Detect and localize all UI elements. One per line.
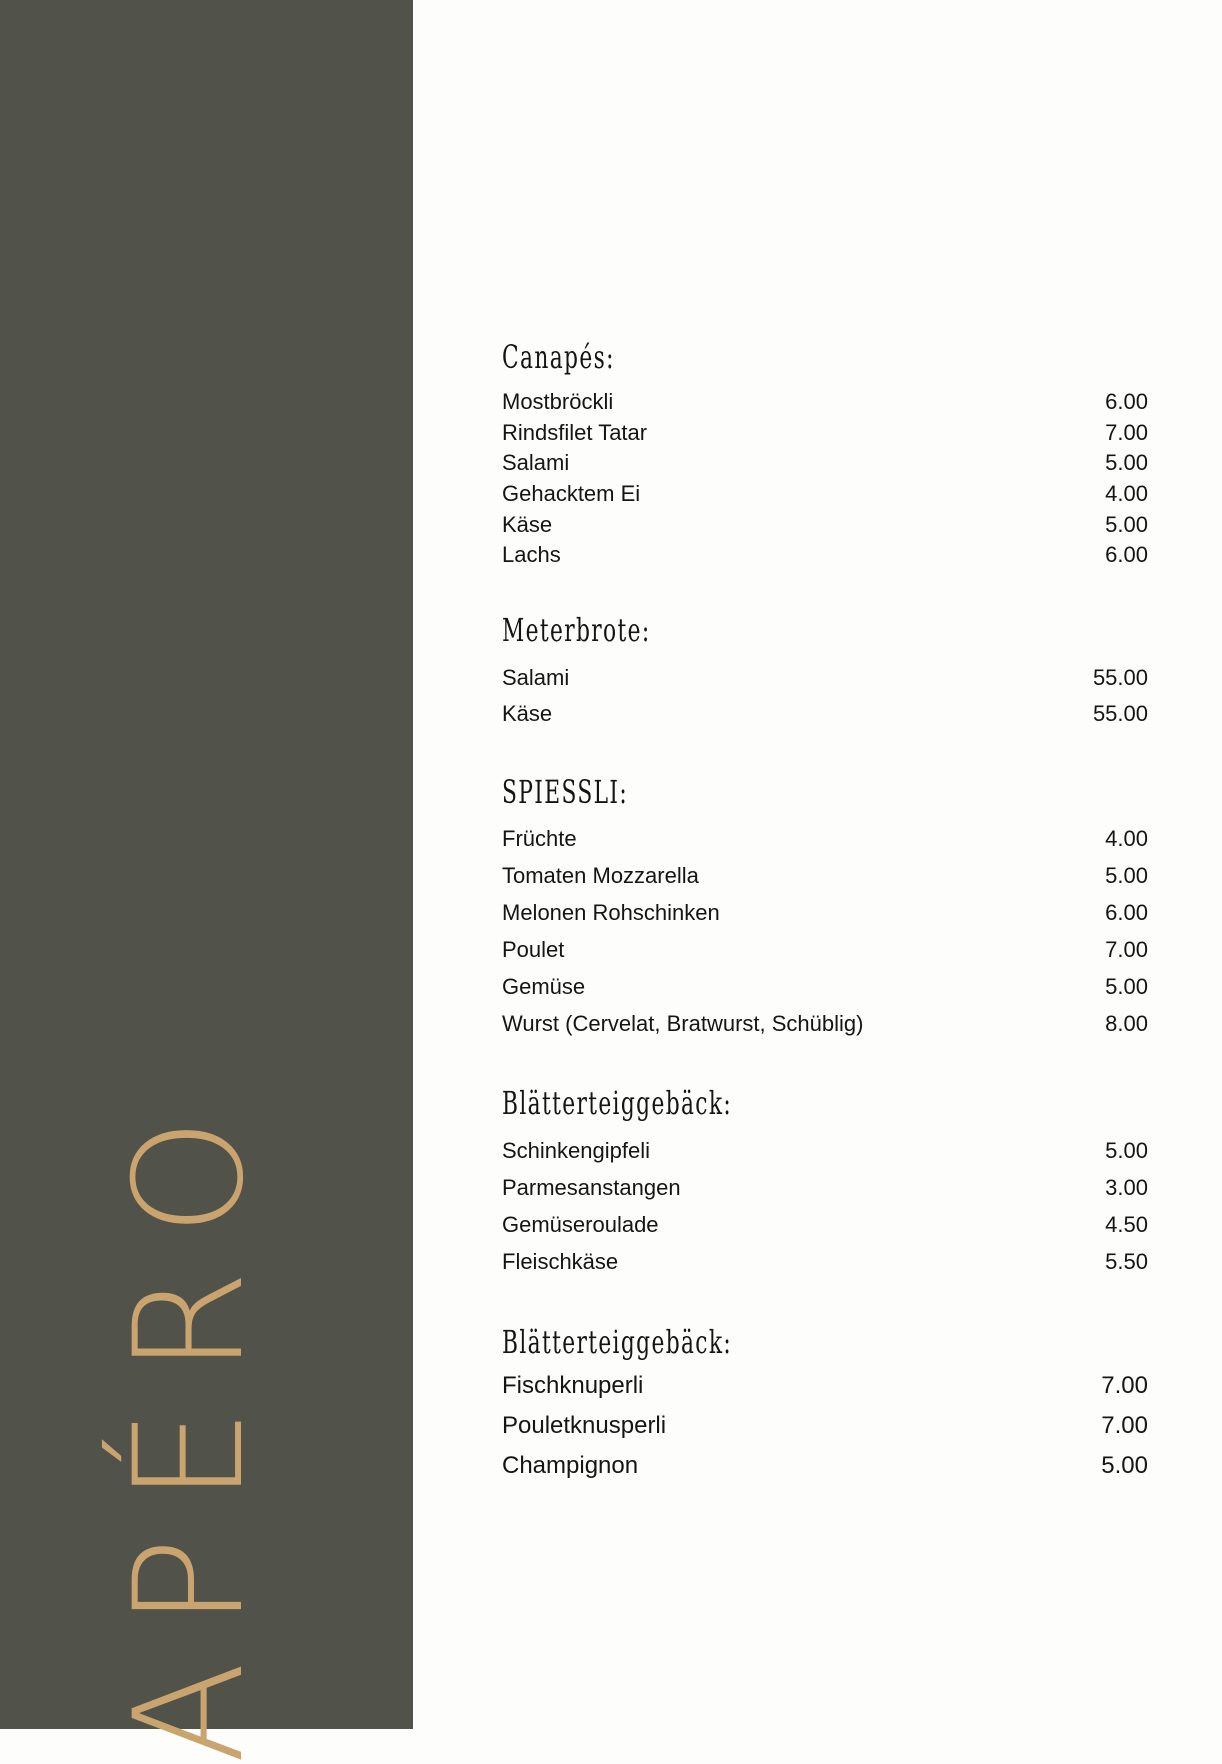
item-price: 3.00 (1105, 1175, 1148, 1200)
item-price: 5.00 (1105, 1138, 1148, 1163)
item-price: 55.00 (1092, 701, 1148, 726)
item-name: Poulet (502, 937, 565, 962)
item-name: Melonen Rohschinken (502, 900, 720, 925)
item-price: 7.00 (1105, 937, 1148, 962)
item-price: 55.00 (1092, 665, 1148, 690)
item-name: Tomaten Mozzarella (502, 863, 699, 888)
menu-item (502, 1005, 1148, 1042)
menu-item (502, 660, 1148, 696)
menu-item (502, 1446, 1148, 1486)
item-price: 6.00 (1105, 900, 1148, 925)
menu-item (502, 1206, 1148, 1243)
item-price: 5.00 (1105, 511, 1148, 537)
menu-item (502, 479, 1148, 510)
section-title: Blätterteiggebäck: (502, 1084, 733, 1122)
item-price: 4.00 (1105, 481, 1148, 507)
item-price: 5.00 (1105, 863, 1148, 888)
section-title: Meterbrote: (502, 611, 651, 649)
sidebar-panel (0, 0, 413, 1764)
item-name: Gemüseroulade (502, 1212, 659, 1237)
item-name: Fleischkäse (502, 1249, 619, 1274)
item-name: Champignon (502, 1452, 639, 1479)
item-price: 5.00 (1101, 1452, 1148, 1479)
item-name: Salami (502, 665, 570, 690)
menu-item (502, 857, 1148, 894)
item-price: 7.00 (1101, 1412, 1148, 1439)
item-price: 5.00 (1105, 974, 1148, 999)
menu-item (502, 1406, 1148, 1446)
item-price: 4.00 (1105, 826, 1148, 851)
item-name: Schinkengipfeli (502, 1138, 650, 1163)
menu-item (502, 387, 1148, 418)
section-title: Blätterteiggebäck: (502, 1323, 733, 1361)
menu-item (502, 510, 1148, 541)
item-name: Lachs (502, 542, 561, 568)
page-title: APÉRO (103, 1083, 277, 1764)
menu-item (502, 448, 1148, 479)
item-price: 8.00 (1105, 1011, 1148, 1036)
menu-list (502, 387, 1148, 571)
item-price: 5.00 (1105, 450, 1148, 476)
item-price: 6.00 (1105, 542, 1148, 568)
item-name: Pouletknusperli (502, 1412, 667, 1439)
menu-item (502, 1169, 1148, 1206)
menu-item (502, 894, 1148, 931)
item-name: Wurst (Cervelat, Bratwurst, Schüblig) (502, 1011, 864, 1036)
item-name: Käse (502, 701, 553, 726)
item-name: Gemüse (502, 974, 586, 999)
section-title: Canapés: (502, 338, 615, 376)
section-title: SPIESSLI: (502, 773, 629, 811)
menu-item (502, 1132, 1148, 1169)
menu-item (502, 931, 1148, 968)
item-name: Mostbröckli (502, 389, 614, 414)
menu-item (502, 968, 1148, 1005)
menu-item (502, 1243, 1148, 1280)
menu-list (502, 1366, 1148, 1486)
item-name: Fischknuperli (502, 1372, 644, 1399)
menu-list (502, 820, 1148, 1042)
item-name: Gehacktem Ei (502, 481, 641, 507)
item-name: Käse (502, 511, 553, 537)
item-name: Parmesanstangen (502, 1175, 681, 1200)
item-name: Früchte (502, 826, 577, 851)
item-price: 7.00 (1101, 1372, 1148, 1399)
item-price: 7.00 (1105, 419, 1148, 445)
menu-item (502, 696, 1148, 732)
item-name: Salami (502, 450, 570, 476)
menu-list (502, 660, 1148, 732)
menu-item (502, 418, 1148, 449)
menu-list (502, 1132, 1148, 1280)
item-price: 4.50 (1105, 1212, 1148, 1237)
menu-item (502, 820, 1148, 857)
menu-item (502, 1366, 1148, 1406)
menu-item (502, 540, 1148, 571)
item-price: 5.50 (1105, 1249, 1148, 1274)
item-name: Rindsfilet Tatar (502, 419, 648, 445)
item-price: 6.00 (1105, 389, 1148, 414)
